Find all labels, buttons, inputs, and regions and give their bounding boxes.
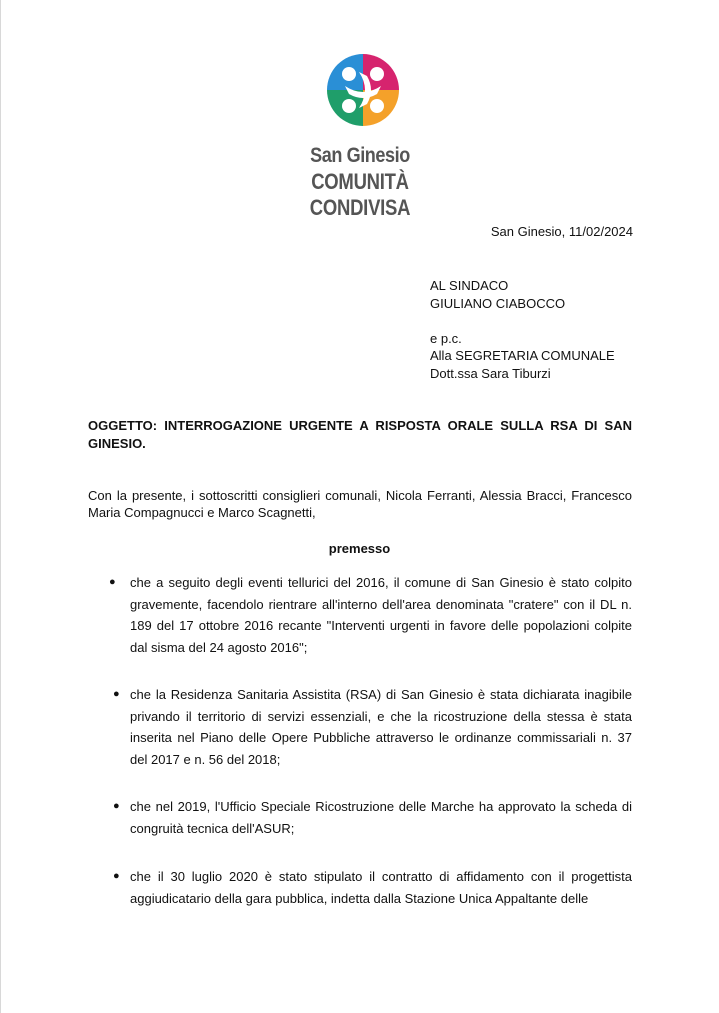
logo-subtitle: COMUNITÀ CONDIVISA xyxy=(309,169,411,220)
bullet-marker: ● xyxy=(113,870,120,882)
list-item: che nel 2019, l'Ufficio Speciale Ricostruzione delle Marche ha approvato la scheda di congruità tecnica dell'ASUR; xyxy=(130,799,632,836)
bullet-marker: ● xyxy=(113,800,120,812)
bullet-marker: ● xyxy=(109,576,116,588)
cc-title: Alla SEGRETARIA COMUNALE xyxy=(430,348,615,363)
recipient-name: GIULIANO CIABOCCO xyxy=(430,295,566,311)
premesso-heading: premesso xyxy=(328,541,391,556)
bullet-marker: ● xyxy=(113,688,120,700)
cc-name: Dott.ssa Sara Tiburzi xyxy=(430,365,551,381)
cc-label: e p.c. xyxy=(430,330,462,346)
logo-title: San Ginesio xyxy=(310,144,410,167)
recipients-block xyxy=(430,277,615,382)
list-item: che la Residenza Sanitaria Assistita (RSA) di San Ginesio è stata dichiarata inagibile privando il territorio di servizi essenziali, e che la ricostruzione della stessa è stata inserita nel Piano delle Opere Pubbliche attraverso le ordinanze commissariali n. 37 del 2017 e n. 56 del 2018; xyxy=(130,687,632,767)
list-item: che il 30 luglio 2020 è stato stipulato il contratto di affidamento con il progettista aggiudicatario della gara pubblica, indetta dalla Stazione Unica Appaltante delle xyxy=(130,869,632,906)
recipient-title: AL SINDACO xyxy=(430,278,509,293)
community-logo-icon xyxy=(325,52,401,132)
list-item: che a seguito degli eventi tellurici del 2016, il comune di San Ginesio è stato colpito gravemente, facendolo rientrare all'interno dell'area denominata "cratere" con il DL n. 189 del 17 ottobre 2016 recante "Interventi urgenti in favore delle popolazioni colpite dal sisma del 24 agosto 2016"; xyxy=(130,575,632,655)
logo xyxy=(255,52,465,220)
page-edge xyxy=(0,0,1,1013)
intro-paragraph: Con la presente, i sottoscritti consiglieri comunali, Nicola Ferranti, Alessia Bracci, Francesco Maria Compagnucci e Marco Scagnetti, xyxy=(88,488,632,520)
subject-line: OGGETTO: INTERROGAZIONE URGENTE A RISPOSTA ORALE SULLA RSA DI SAN GINESIO. xyxy=(88,418,632,451)
date-line: San Ginesio, 11/02/2024 xyxy=(490,224,633,239)
